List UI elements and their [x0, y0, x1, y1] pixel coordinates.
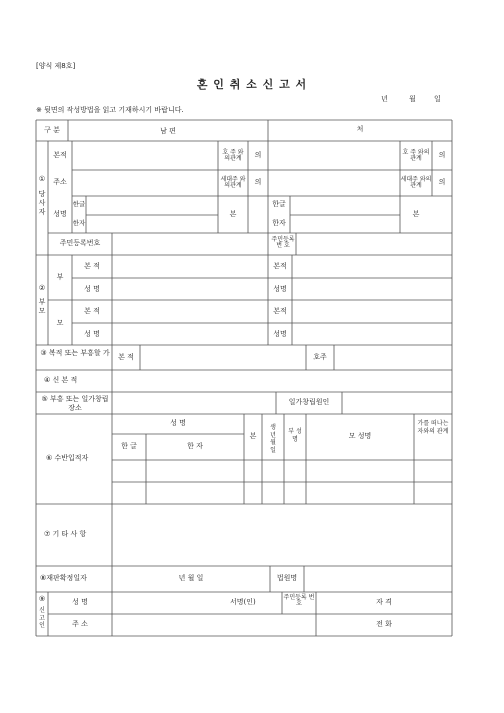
accompanying-name-header: 성 명	[170, 419, 186, 427]
accompanying-father-header: 부 성명	[288, 428, 302, 444]
court-name-label: 법원명	[276, 574, 298, 582]
husband-bon-label: 본	[229, 210, 237, 218]
return-bonjeok-label: 본 적	[118, 353, 134, 361]
date-day: 일	[434, 95, 441, 103]
accompanying-mother-header: 모 성명	[348, 432, 372, 440]
accompanying-relation-header: 가를 떠나는 자와의 관계	[417, 420, 449, 435]
wife-household-ui: 의	[438, 178, 446, 186]
judgment-date-label: ⑧재판확정일자	[40, 574, 87, 582]
wife-hoju-ui: 의	[438, 151, 446, 159]
accompanying-hanja-header: 한 자	[187, 442, 203, 450]
new-bonjeok-label: ④ 신 본 적	[44, 376, 78, 384]
party-section-number: ①	[38, 175, 46, 183]
reporter-section-number: ⑨	[38, 595, 46, 603]
father-label: 부	[56, 273, 64, 281]
father-name-husband-label: 성 명	[84, 285, 100, 293]
new-family-reason-label: 일가창립원인	[288, 398, 330, 406]
husband-hangul-label: 한글	[72, 200, 86, 208]
accompanying-bon-header: 본	[249, 432, 257, 440]
name-label: 성명	[53, 210, 67, 218]
date-month: 월	[409, 95, 416, 103]
mother-name-husband-label: 성 명	[84, 330, 100, 338]
husband-hoju-relation-label: 호 주 와의관계	[222, 149, 244, 163]
other-matters-label: ⑦ 기 타 사 항	[44, 530, 87, 538]
reporter-seal-label: 서명(인)	[230, 598, 256, 606]
mother-label: 모	[56, 319, 64, 327]
wife-hanja-label: 한자	[272, 219, 286, 227]
reporter-section-label: 신고인	[39, 607, 45, 629]
father-bonjeok-husband-label: 본 적	[84, 262, 100, 270]
revival-place-label: ⑤ 부흥 또는 일가창립장소	[41, 395, 109, 412]
accompanying-hangul-header: 한 글	[121, 442, 137, 450]
return-hoju-label: 호주	[313, 353, 327, 361]
wife-household-relation-label: 세대주 와의관계	[400, 176, 432, 190]
father-name-wife-label: 성명	[273, 285, 287, 293]
reporter-rrn-label: 주민등록 번 호	[283, 594, 315, 608]
parents-section-number: ②	[38, 284, 46, 292]
header-husband: 남 편	[160, 127, 176, 135]
form-number: [양식 제8호]	[36, 62, 76, 70]
wife-hangul-label: 한글	[272, 200, 286, 208]
mother-name-wife-label: 성명	[273, 330, 287, 338]
judgment-date-value: 년 월 일	[178, 574, 204, 582]
accompanying-birth-header: 생년월일	[270, 424, 276, 454]
return-family-label: ③ 복적 또는 부흥할 가	[40, 349, 110, 357]
header-wife: 처	[356, 125, 364, 133]
husband-household-ui: 의	[254, 178, 262, 186]
wife-hoju-relation-label: 호 주 와의관계	[402, 149, 430, 163]
mother-bonjeok-husband-label: 본 적	[84, 307, 100, 315]
reporter-qualification-label: 자 격	[376, 598, 392, 606]
party-section-label: 당사자	[38, 190, 46, 216]
wife-bon-label: 본	[412, 210, 420, 218]
notice-text: ※ 뒷면의 작성방법을 읽고 기재하시기 바랍니다.	[36, 106, 184, 114]
accompanying-persons-label: ⑥ 수반입적자	[46, 454, 89, 462]
husband-rrn-label: 주민등록번호	[59, 239, 101, 247]
husband-hoju-ui: 의	[254, 151, 262, 159]
date-year: 년	[381, 95, 388, 103]
father-bonjeok-wife-label: 본적	[273, 262, 287, 270]
reporter-address-label: 주 소	[72, 620, 88, 628]
husband-household-relation-label: 세대주 와의관계	[220, 176, 246, 190]
header-gubun: 구 분	[44, 126, 60, 134]
husband-bonjeok-label: 본적	[53, 151, 67, 159]
mother-bonjeok-wife-label: 본적	[273, 307, 287, 315]
wife-rrn-label: 주민등록 번 호	[271, 236, 295, 250]
husband-address-label: 주소	[53, 178, 67, 186]
page-title: 혼 인 취 소 신 고 서	[196, 78, 308, 91]
parents-section-label: 부모	[38, 298, 46, 315]
reporter-name-label: 성 명	[72, 598, 88, 606]
husband-hanja-label: 한자	[72, 219, 86, 227]
reporter-phone-label: 전 화	[376, 620, 392, 628]
